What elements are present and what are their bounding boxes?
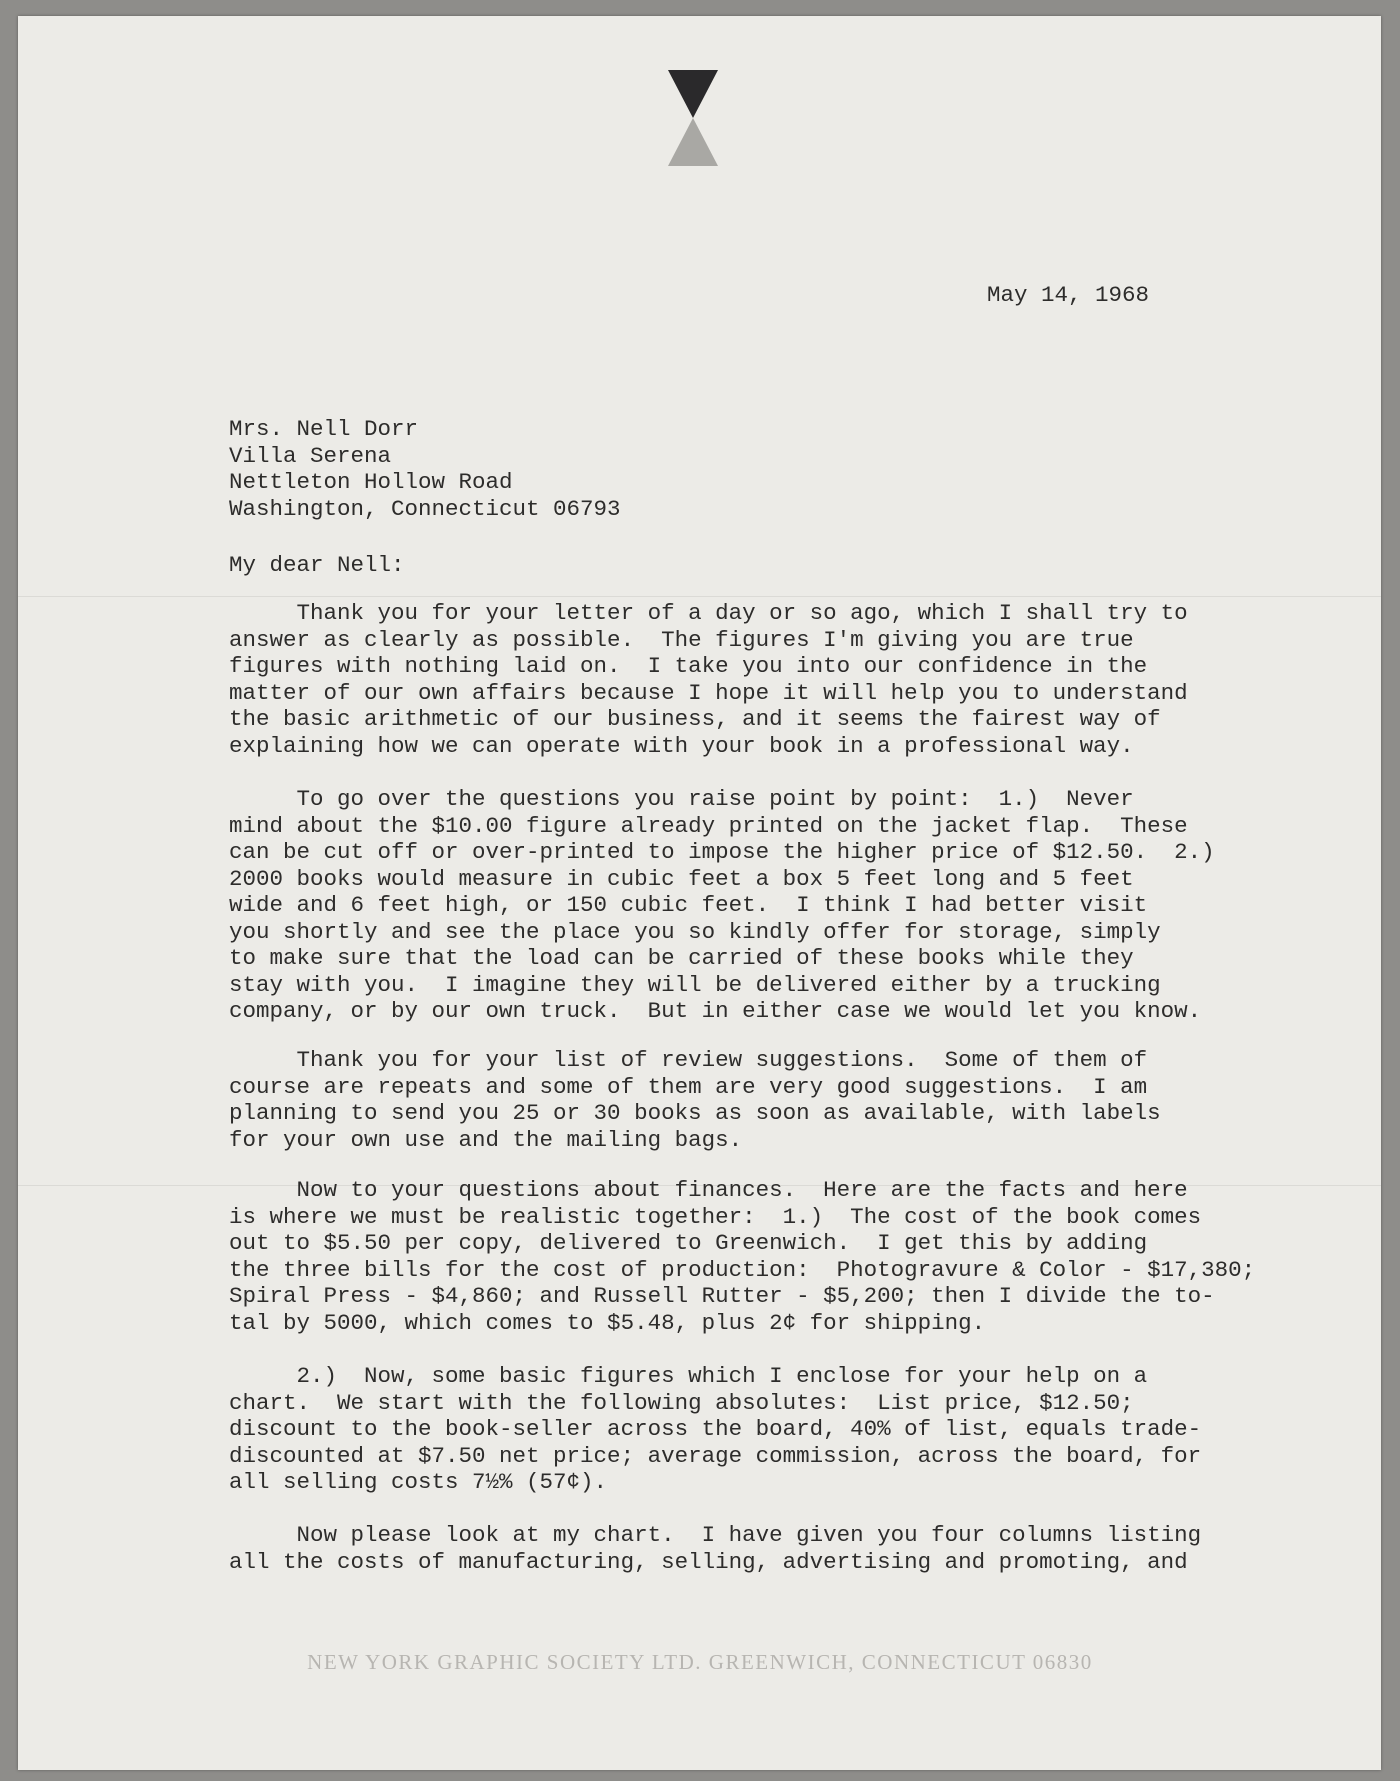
- salutation: My dear Nell:: [229, 552, 405, 578]
- logo-top-triangle: [668, 70, 718, 118]
- recipient-address-line-2: Nettleton Hollow Road: [229, 469, 513, 495]
- logo-bottom-triangle: [668, 118, 718, 166]
- letter-date: May 14, 1968: [987, 282, 1150, 308]
- paragraph-chart: Now please look at my chart. I have given you four columns listing all the costs of manufacturing, selling, advertising and promoting, and: [229, 1522, 1202, 1575]
- recipient-address-line-3: Washington, Connecticut 06793: [229, 495, 621, 522]
- paragraph-basic-figures: 2.) Now, some basic figures which I enclose for your help on a chart. We start with the following absolutes: List price, $12.50; discount to the book-seller across the board, 40% of list, equals trade- discounted at $7.50 net price; average commission, across the board, for all selling costs 7½% (57¢).: [229, 1363, 1202, 1495]
- recipient-address-line-1: Villa Serena: [229, 442, 392, 469]
- recipient-name: Mrs. Nell Dorr: [229, 416, 419, 442]
- paragraph-review-suggestions: Thank you for your list of review suggestions. Some of them of course are repeats and some of them are very good suggestions. I am planning to send you 25 or 30 books as soon as available, with labels for your own use and the mailing bags.: [229, 1047, 1161, 1153]
- hourglass-triangles-logo: [668, 70, 718, 166]
- letterhead-footer: NEW YORK GRAPHIC SOCIETY LTD. GREENWICH, CONNECTICUT 06830: [307, 1650, 1093, 1674]
- fold-crease-upper: [18, 596, 1381, 597]
- recipient-address: [229, 416, 621, 522]
- paragraph-finances: Now to your questions about finances. Here are the facts and here is where we must be realistic together: 1.) The cost of the book comes out to $5.50 per copy, delivered to Greenwich. I get this by adding the three bills for the cost of production: Photogravure & Color - $17,380; Spiral Press - $4,860; and Russell Rutter - $5,200; then I divide the to- tal by 5000, which comes to $5.48, plus 2¢ for shipping.: [229, 1177, 1256, 1336]
- letter-page: [18, 16, 1381, 1770]
- paragraph-questions: To go over the questions you raise point by point: 1.) Never mind about the $10.00 figure already printed on the jacket flap. These can be cut off or over-printed to impose the higher price of $12.50. 2.) 2000 books would measure in cubic feet a box 5 feet long and 5 feet wide and 6 feet high, or 150 cubic feet. I think I had better visit you shortly and see the place you so kindly offer for storage, simply to make sure that the load can be carried of these books while they stay with you. I imagine they will be delivered either by a trucking company, or by our own truck. But in either case we would let you know.: [229, 786, 1215, 1024]
- paragraph-thank-you: Thank you for your letter of a day or so ago, which I shall try to answer as clearly as possible. The figures I'm giving you are true figures with nothing laid on. I take you into our confidence in the matter of our own affairs because I hope it will help you to understand the basic arithmetic of our business, and it seems the fairest way of explaining how we can operate with your book in a professional way.: [229, 600, 1188, 759]
